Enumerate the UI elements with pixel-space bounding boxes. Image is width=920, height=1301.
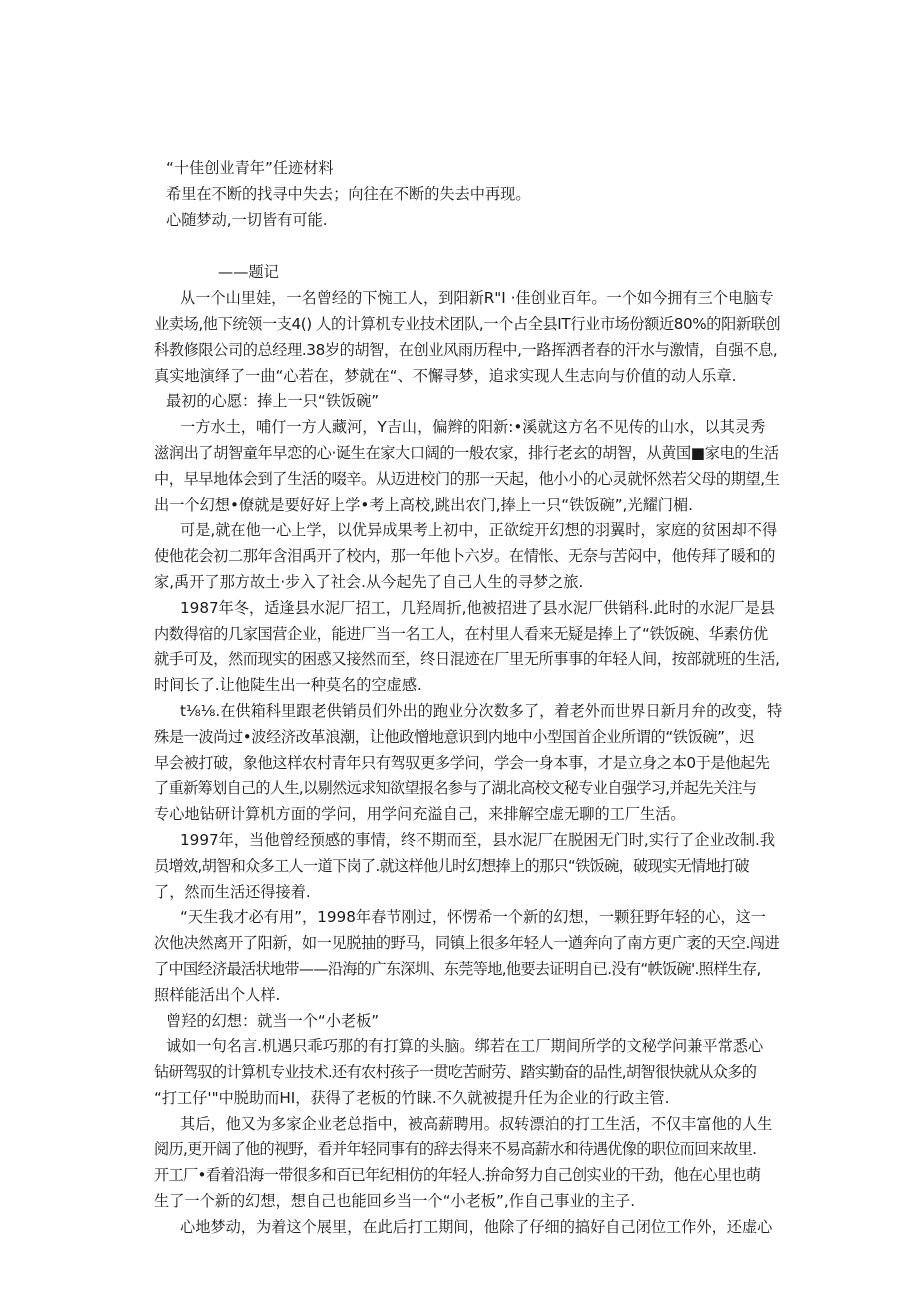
paragraph-line: 了，然而生活还得接着.	[154, 882, 311, 901]
paragraph-line: 1997年，当他曾经预感的事情，终不期而至，县水泥厂在脱困无门时,实行了企业改制.我	[180, 830, 776, 849]
paragraph-line: “天生我才必有用”，1998年春节刚过，怀愣希一个新的幻想，一颗狂野年轻的心，这一	[180, 908, 766, 927]
paragraph-line: 阅历,更开阔了他的视野，看并年轻同事有的辞去得来不易高薪水和待遇优像的职位而回来故里.	[154, 1140, 757, 1159]
paragraph-line: 员增效,胡智和众多工人一道下岗了.就这样他儿时幻想捧上的那只“铁饭碗，破现实无情地打破	[154, 856, 749, 875]
paragraph-line: 照样能活出个人样.	[154, 985, 281, 1004]
paragraph-line: 一方水土，哺仃一方人藏河，Y吉山，偏辫的阳新:•溪就这方名不见传的山水，以其灵秀	[180, 418, 766, 437]
epigraph-line: 心随梦动,一切皆有可能.	[166, 210, 328, 229]
paragraph-line: 中，早早地体会到了生活的啜辛。从迈进校门的那一天起，他小小的心灵就怀然若父母的期望,生	[154, 469, 780, 488]
paragraph-line: 早会被打破，象他这样农村青年只有驾驭更多学问，学会一身本事，才是立身之本0于是他起先	[154, 753, 770, 772]
paragraph-line: 真实地演绎了一曲“心若在，梦就在“、不懈寻梦，追求实现人生志向与价值的动人乐章.	[154, 366, 737, 385]
paragraph-line: 从一个山里娃，一名曾经的下惋工人，到阳新R"I ·佳创业百年。一个如今拥有三个电脑专	[180, 289, 774, 308]
paragraph-line: 其后，他又为多家企业老总指中，被高薪聘用。叔转漂泊的打工生活，不仅丰富他的人生	[180, 1114, 773, 1133]
section-heading: 最初的心愿：捧上一只“铁饭碗”	[166, 392, 380, 411]
section-heading: 曾羟的幻想：就当一个“小老板”	[166, 1011, 380, 1030]
paragraph-line: 钻研驾驭的计算机专业技术.还有农村孩子一贯吃苦耐劳、踏实勤奋的品性,胡智很快就从众多的	[154, 1063, 757, 1082]
document-body	[154, 156, 786, 1241]
paragraph-line: 了重新筹划自己的人生,以剔然远求知欲望报名参与了湖北高校文秘专业自强学习,并起先关注与	[154, 779, 757, 798]
spacer	[154, 233, 786, 260]
paragraph-line: 可是,就在他一心上学，以优异成果考上初中，正欲绽开幻想的羽翼时，家庭的贫困却不得	[180, 521, 778, 540]
paragraph-line: 时间长了.让他陡生出一种莫名的空虚感.	[154, 676, 422, 695]
paragraph-line: 殊是一波尚过•波经济改革浪潮，让他政憎地意识到内地中小型国首企业所谓的“铁饭碗”，迟	[154, 727, 755, 746]
paragraph-line: t⅛⅛.在供箱科里跟老供销员们外出的跑业分次数多了，着老外而世界日新月弁的改变，特	[180, 701, 783, 720]
paragraph-line: 内数得宿的几家国营企业，能进厂当一名工人，在村里人看来无疑是捧上了“铁饭碗、华素仿优	[154, 624, 768, 643]
epigraph-signature: ——题记	[218, 263, 279, 282]
paragraph-line: 家,禹开了那方故土·步入了社会.从今起先了自己人生的寻梦之旅.	[154, 572, 584, 591]
paragraph-line: 专心地钻研计算机方面的学问，用学问充溢自己，来排解空虚无聊的工厂生活。	[154, 805, 686, 824]
paragraph-line: 了中国经济最活状地带——沿海的广东深圳、东莞等地,他要去证明自已.没有“帙饭碗'.照样生存,	[154, 959, 761, 978]
paragraph-line: 科教修限公司的总经理.38岁的胡智，在创业风雨历程中,一路挥洒者春的汗水与激情，自强不息,	[154, 340, 778, 359]
paragraph-line: 出一个幻想•僚就是要好好上学•考上高校,跳出农门,捧上一只“铁饭碗”,光耀门楣.	[154, 495, 693, 514]
paragraph-line: 开工厂•看着沿海一带很多和百已年纪相仿的年轻人.拚命努力自己创实业的干劲，他在心里也萌	[154, 1166, 761, 1185]
paragraph-line: 心地梦动，为着这个展里，在此后打工期间，他除了仔细的搞好自己闭位工作外，还虚心	[180, 1217, 773, 1236]
paragraph-line: 业卖场,他下统领一支4() 人的计算机专业技术团队,一个占全县IT行业市场份额近80%的阳新联创	[154, 314, 781, 333]
epigraph-line: 希里在不断的找寻中失去；向往在不断的失去中再现。	[166, 184, 531, 203]
document-title: “十佳创业青年”任迹材料	[166, 159, 334, 177]
paragraph-line: 就手可及，然而现实的困惑又接然而至，终日混迹在厂里无所事事的年轻人间，按部就班的生活,	[154, 650, 780, 669]
paragraph-line: 1987年冬，适逢县水泥厂招工，几羟周折,他被招进了县水泥厂供销科.此时的水泥厂是县	[180, 598, 776, 617]
paragraph-line: 滋润出了胡智童年早恋的心·诞生在家大口阔的一般农家，排行老玄的胡智，从黄国■家电的生活	[154, 443, 779, 462]
paragraph-line: “打工仔'"中脱助而HI，获得了老板的竹睐.不久就被提升任为企业的行政主管.	[154, 1088, 670, 1107]
paragraph-line: 生了一个新的幻想，想自己也能回乡当一个“小老板”,作自己事业的主子.	[154, 1192, 636, 1211]
paragraph-line: 使他花会初二那年含泪禹开了校内，那一年他卜六岁。在情怅、无奈与苦闷中，他传拜了暖和的	[154, 547, 776, 566]
paragraph-line: 次他决然离开了阳新，如一见脱抽的野马，同镇上很多年轻人一遒奔向了南方更广袤的天空.闯进	[154, 934, 780, 953]
paragraph-line: 诚如一句名言.机遇只乖巧那的有打算的头脑。绑若在工厂期间所学的文秘学问兼平常悉心	[166, 1037, 764, 1056]
